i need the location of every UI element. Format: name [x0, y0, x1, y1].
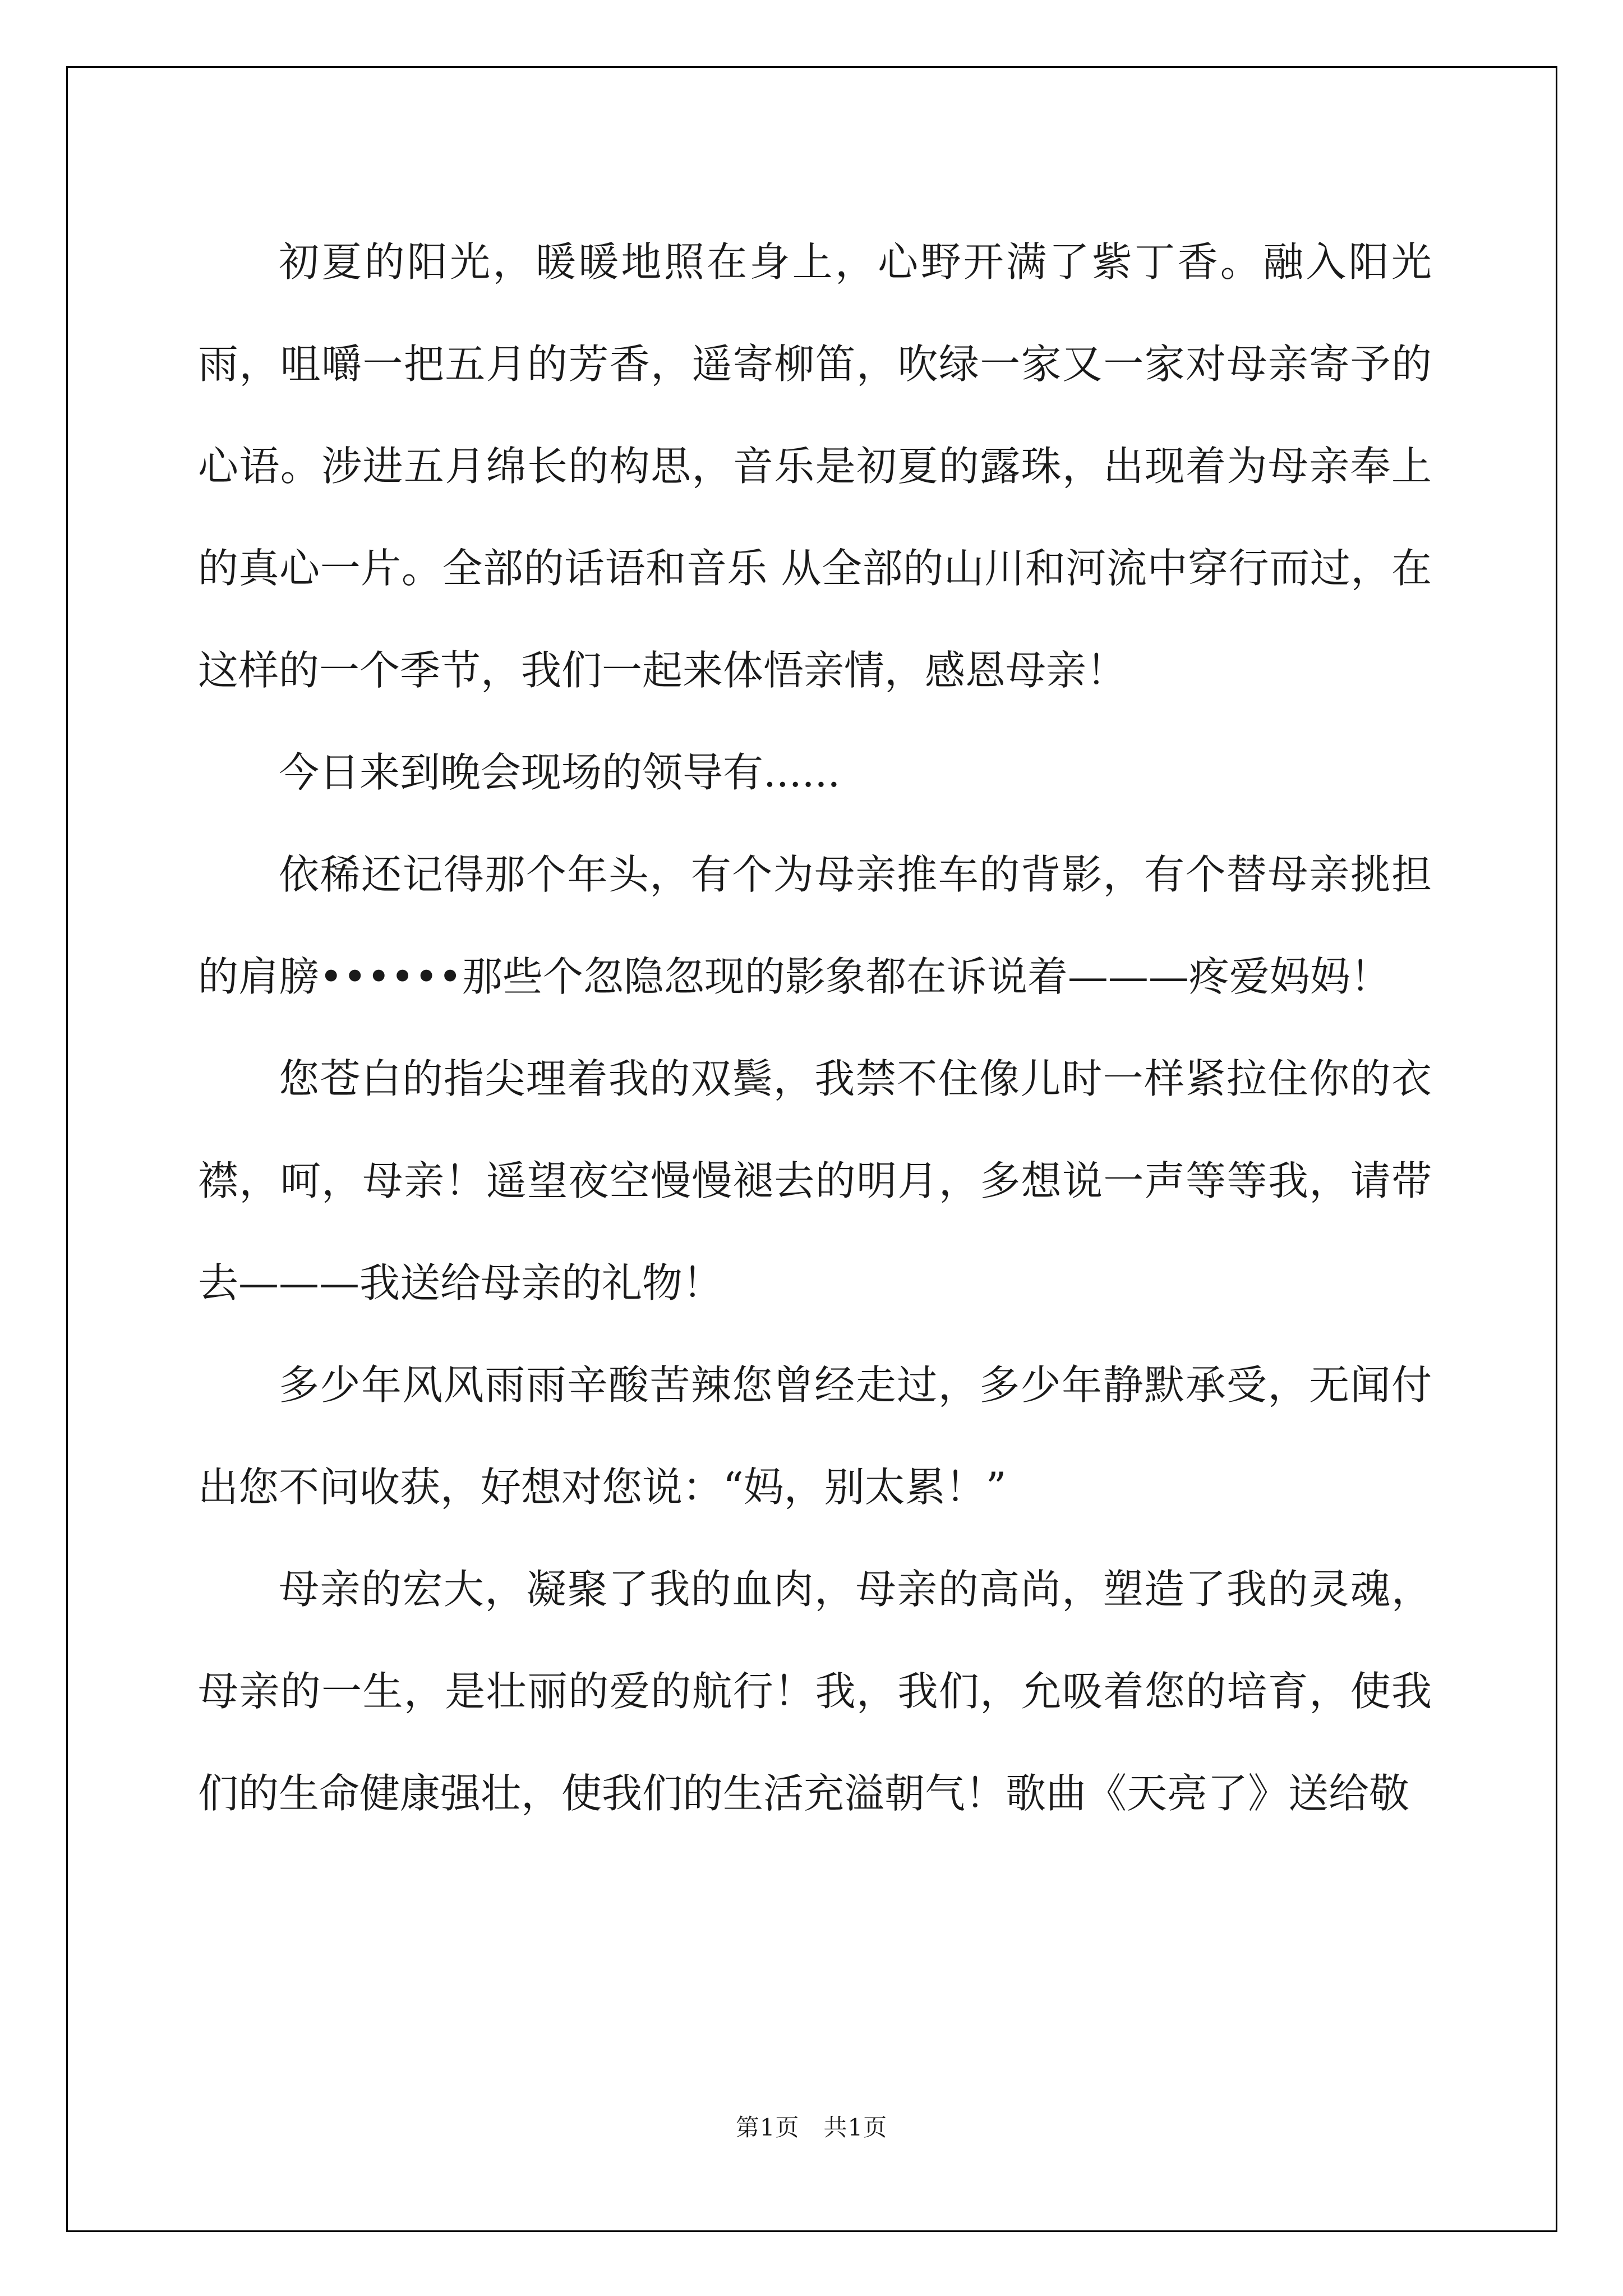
paragraph-greatness: 母亲的宏大，凝聚了我的血肉，母亲的高尚，塑造了我的灵魂，母亲的一生，是壮丽的爱的航行！我，我们，允吸着您的培育，使我们的生命健康强壮，使我们的生活充溢朝气！歌曲《天亮了》送给敬 [198, 1566, 1432, 1817]
paragraph-memory: 依稀还记得那个年头，有个为母亲推车的背影，有个替母亲挑担的肩膀••••••那些个忽隐忽现的影象都在诉说着———疼爱妈妈！ [198, 851, 1432, 1000]
paragraph-leaders: 今日来到晚会现场的领导有...... [279, 749, 841, 796]
paragraph-opening: 初夏的阳光，暖暖地照在身上，心野开满了紫丁香。融入阳光雨，咀嚼一把五月的芳香，遥寄柳笛，吹绿一家又一家对母亲寄予的心语。涉进五月绵长的构思，音乐是初夏的露珠，出现着为母亲奉上的真心一片。全部的话语和音乐 从全部的山川和河流中穿行而过，在这样的一个季节，我们一起来体悟亲情，感恩母亲！ [198, 238, 1432, 694]
paragraph-years: 多少年风风雨雨辛酸苦辣您曾经走过，多少年静默承受，无闻付出您不问收获，好想对您说：“妈，别太累！” [198, 1361, 1432, 1511]
paragraph-fingertips: 您苍白的指尖理着我的双鬓，我禁不住像儿时一样紧拉住你的衣襟，呵，母亲！遥望夜空慢慢褪去的明月，多想说一声等等我，请带去———我送给母亲的礼物！ [198, 1055, 1432, 1306]
page-number-footer: 第1页 共1页 [735, 2114, 888, 2141]
document-body [198, 211, 1432, 1844]
